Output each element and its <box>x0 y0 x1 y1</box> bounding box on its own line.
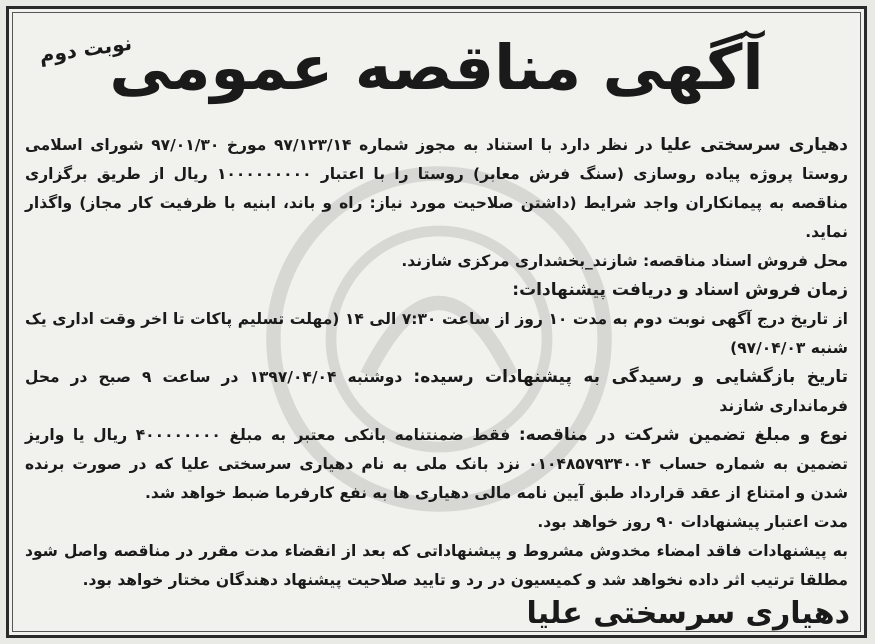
sale-place: محل فروش اسناد مناقصه: شازند_بخشداری مرکزی شازند. <box>401 252 848 270</box>
notice-body <box>25 131 848 595</box>
opening-heading: تاریخ بازگشایی و رسیدگی به پیشنهادات رسیده: <box>413 367 848 387</box>
guarantee-paragraph <box>25 421 848 508</box>
conditions-text: به پیشنهادات فاقد امضاء مخدوش مشروط و پیشنهاداتی که بعد از انقضاء مدت مقرر در مناقصه واصل شود مطلقا ترتیب اثر داده نخواهد شد و کمیسیون در رد و تایید صلاحیت پیشنهاد دهندگان مختار خواهد بود. <box>25 542 848 589</box>
intro-lead: دهیاری سرسختی علیا <box>660 135 848 155</box>
guarantee-text: فقط ضمنتنامه بانکی معتبر به مبلغ ۴۰۰۰۰۰۰۰۰ ریال یا واریز تضمین به شماره حساب ۰۱۰۴۸۵۷۹۳۴۰۰۴ نزد بانک ملی به نام دهیاری سرسختی علیا که در صورت برنده شدن و امتناع از عقد قرارداد طبق آیین نامه مالی دهیاری ها به نفع کارفرما ضبط خواهد شد. <box>25 426 848 502</box>
notice-sheet <box>6 6 867 638</box>
validity-text: مدت اعتبار پیشنهادات ۹۰ روز خواهد بود. <box>537 513 848 531</box>
opening-paragraph <box>25 363 848 421</box>
round-label: نوبت دوم <box>37 30 134 68</box>
intro-text: در نظر دارد با استناد به مجوز شماره ۹۷/۱۲۳/۱۴ مورخ ۹۷/۰۱/۳۰ شورای اسلامی روستا پروژه پیاده روسازی (سنگ فرش معابر) روستا را با اعتبار ۱۰۰۰۰۰۰۰۰۰ ریال از طریق برگزاری مناقصه به پیمانکاران واجد شرایط (داشتن صلاحیت مورد نیاز: راه و باند، ابنیه با ظرفیت کار مجاز) واگذار نماید. <box>25 136 848 241</box>
intro-paragraph <box>25 131 848 247</box>
page-title: آگهی مناقصه عمومی <box>109 31 764 104</box>
signature: دهیاری سرسختی علیا <box>526 596 850 631</box>
guarantee-heading: نوع و مبلغ تضمین شرکت در مناقصه: <box>518 425 848 445</box>
sale-time-text: از تاریخ درج آگهی نوبت دوم به مدت ۱۰ روز از ساعت ۷:۳۰ الی ۱۴ (مهلت تسلیم پاکات تا اخر وقت اداری یک شنبه ۹۷/۰۴/۰۳) <box>25 310 848 357</box>
opening-text: دوشنبه ۱۳۹۷/۰۴/۰۴ در ساعت ۹ صبح در محل فرمانداری شازند <box>25 368 848 415</box>
sale-time-heading: زمان فروش اسناد و دریافت پیشنهادات: <box>512 280 848 300</box>
